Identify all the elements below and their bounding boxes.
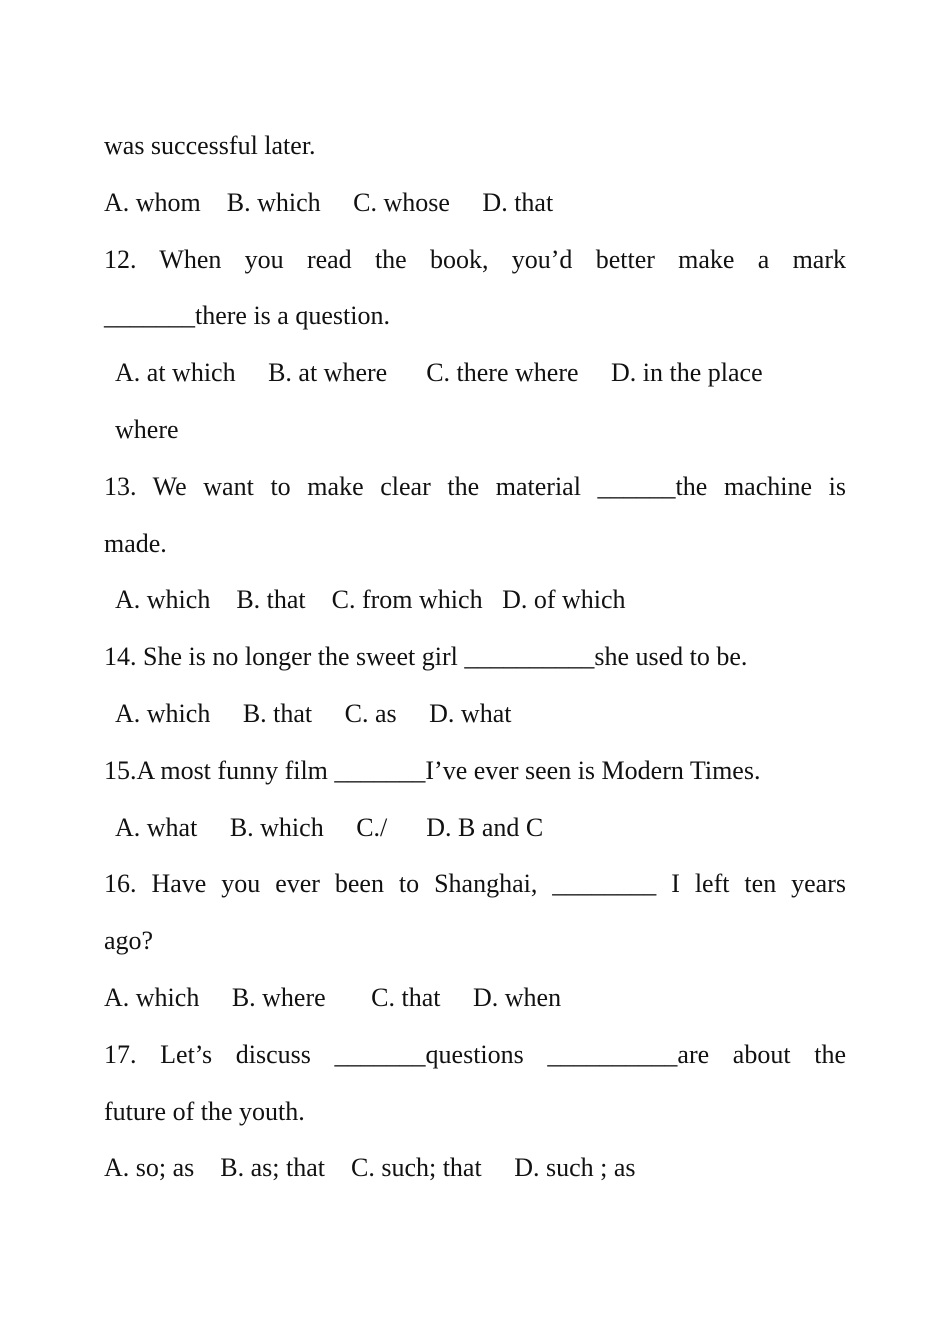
q12-stem: 12. When you read the book, you’d better make a mark [104,244,846,274]
q13-stem: 13. We want to make clear the material ______the machine is [104,471,846,501]
q17-options [104,1140,846,1197]
q16-options [104,970,846,1027]
q12-options-continuation: where [115,414,179,444]
q16-stem-continuation: ago? [104,926,154,956]
q16-stem: 16. Have you ever been to Shanghai, ________ I left ten years [104,869,846,899]
q15-options [104,800,846,857]
q13-stem-continuation: made. [104,528,167,558]
q13-options-text: A. which B. that C. from which D. of which [115,585,626,615]
q17-stem: 17. Let’s discuss _______questions __________are about the [104,1039,846,1069]
q12-options [104,345,846,402]
q12-stem-continuation: _______there is a question. [104,301,390,331]
q13-options [104,572,846,629]
q15-options-text: A. what B. which C./ D. B and C [115,812,544,842]
q14-options [104,686,846,743]
q16-options-text: A. which B. where C. that D. when [104,982,562,1012]
q14-options-text: A. which B. that C. as D. what [115,698,512,728]
q14-stem: 14. She is no longer the sweet girl __________she used to be. [104,642,748,672]
q11-options [104,175,846,232]
q17-stem-continuation: future of the youth. [104,1096,305,1126]
document-page [104,118,846,1197]
q11-options-text: A. whom B. which C. whose D. that [104,187,554,217]
q15-stem: 15.A most funny film _______I’ve ever seen is Modern Times. [104,755,761,785]
q11-stem-continuation: was successful later. [104,131,316,160]
q17-options-text: A. so; as B. as; that C. such; that D. such ; as [104,1153,636,1183]
q12-options-text: A. at which B. at where C. there where D. in the place [115,358,763,388]
